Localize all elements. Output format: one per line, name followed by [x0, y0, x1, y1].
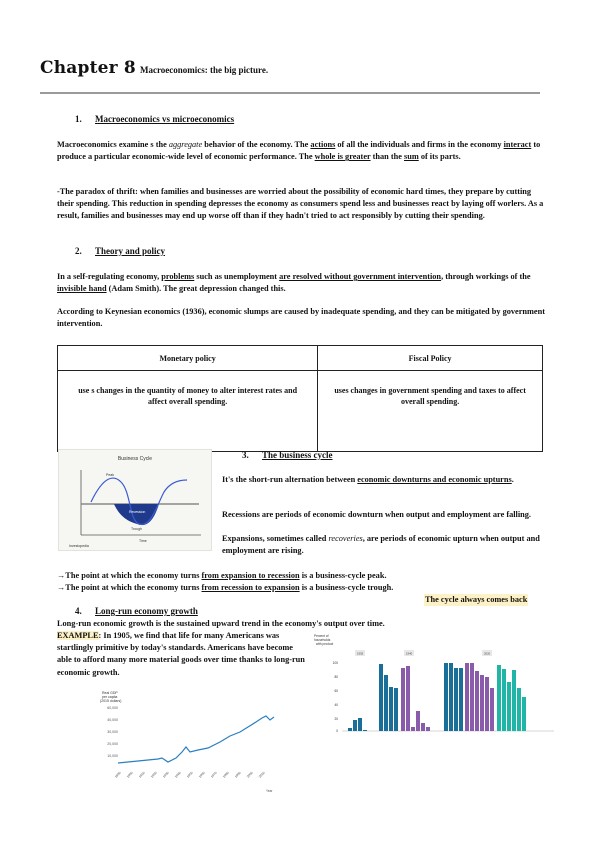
header-divider — [40, 92, 540, 94]
svg-text:1930: 1930 — [161, 770, 170, 779]
svg-text:1940: 1940 — [173, 770, 182, 779]
svg-text:2010: 2010 — [257, 770, 266, 779]
svg-text:Percent of: Percent of — [314, 634, 329, 638]
svg-text:per capita: per capita — [102, 695, 118, 699]
svg-text:1990: 1990 — [233, 770, 242, 779]
gdp-line-chart — [80, 688, 280, 800]
table-cell-monetary: use s changes in the quantity of money to alter interest rates and affect overall spending. — [58, 371, 318, 452]
table-header-fiscal: Fiscal Policy — [318, 346, 543, 371]
svg-text:Trough: Trough — [131, 527, 142, 531]
section-1-paragraph-2: -The paradox of thrift: when families and businesses are worried about the possibility of economic hard times, they prepare by cutting their spending. This reduction in spending depresses the economy as consumers spend less and businesses react by laying off worlers. As a result, families and businesses may end up worse off than if they hadn't tried to act responsibly by cutting their spending. — [57, 187, 544, 221]
svg-text:20: 20 — [334, 717, 338, 721]
svg-text:1960: 1960 — [197, 770, 206, 779]
svg-text:2000: 2000 — [245, 770, 254, 779]
svg-text:1910: 1910 — [137, 770, 146, 779]
svg-text:Time: Time — [139, 539, 147, 543]
svg-text:30,000: 30,000 — [107, 730, 118, 734]
peak-point: →The point at which the economy turns from expansion to recession is a business-cycle peak. — [57, 571, 387, 580]
section-1-heading: 1. Macroeconomics vs microeconomics — [75, 114, 235, 124]
svg-text:1980: 1980 — [221, 770, 230, 779]
svg-text:20,000: 20,000 — [107, 742, 118, 746]
cycle-note-highlight: The cycle always comes back — [424, 594, 528, 606]
svg-text:80: 80 — [334, 675, 338, 679]
svg-text:1905: 1905 — [357, 651, 364, 656]
svg-text:Investopedia: Investopedia — [69, 544, 89, 548]
table-header-monetary: Monetary policy — [58, 346, 318, 371]
section-3-heading: 3. The business cycle — [242, 450, 333, 460]
svg-text:1970: 1970 — [209, 770, 218, 779]
svg-text:40: 40 — [334, 703, 338, 707]
svg-text:100: 100 — [332, 661, 338, 665]
svg-text:1900: 1900 — [125, 770, 134, 779]
svg-text:households: households — [314, 638, 331, 642]
section-2-heading: 2. Theory and policy — [75, 246, 166, 256]
table-cell-fiscal: uses changes in government spending and taxes to affect overall spending. — [318, 371, 543, 452]
section-3-paragraph-2: Recessions are periods of economic downturn when output and employment are falling. — [222, 510, 531, 519]
svg-text:Business Cycle: Business Cycle — [117, 456, 153, 462]
policy-table — [57, 345, 543, 452]
section-4-paragraph-1: Long-run economic growth is the sustained upward trend in the economy's output over time. — [57, 619, 385, 628]
svg-text:40,000: 40,000 — [107, 718, 118, 722]
household-products-bar-chart — [312, 632, 557, 742]
business-cycle-figure — [58, 449, 212, 551]
section-4-example: EXAMPLE: In 1905, we find that life for many Americans was startlingly primitive by today's standards. Americans have become able to afford many more material goods over time thanks to long-run economic growth. — [57, 631, 305, 677]
chapter-title: Chapter 8 — [40, 58, 136, 78]
svg-text:with product: with product — [316, 642, 334, 646]
svg-text:0: 0 — [336, 729, 338, 733]
svg-text:Year: Year — [266, 789, 273, 793]
svg-text:(2015 dollars): (2015 dollars) — [100, 699, 122, 703]
svg-text:1940: 1940 — [406, 651, 413, 656]
section-4-heading: 4. Long-run economy growth — [75, 606, 198, 616]
section-3-paragraph-3: Expansions, sometimes called recoveries, are periods of economic upturn when output and employment are rising. — [222, 534, 540, 556]
svg-text:1920: 1920 — [149, 770, 158, 779]
section-2-paragraph-2: According to Keynesian economics (1936), economic slumps are caused by inadequate spending, and they can be mitigated by government intervention. — [57, 307, 545, 329]
svg-text:60,000: 60,000 — [107, 706, 118, 710]
svg-text:Recession: Recession — [129, 510, 146, 514]
svg-text:Real GDP: Real GDP — [102, 691, 118, 695]
page-header — [40, 58, 268, 78]
svg-text:1890: 1890 — [113, 770, 122, 779]
section-3-paragraph-1: It's the short-run alternation between economic downturns and economic upturns. — [222, 475, 514, 484]
svg-text:1950: 1950 — [185, 770, 194, 779]
svg-text:10,000: 10,000 — [107, 754, 118, 758]
chapter-subtitle: Macroeconomics: the big picture. — [139, 65, 269, 75]
trough-point: →The point at which the economy turns from recession to expansion is a business-cycle trough. — [57, 583, 394, 592]
business-cycle-diagram — [59, 450, 211, 550]
section-2-paragraph-1: In a self-regulating economy, problems such as unemployment are resolved without government intervention, through workings of the invisible hand (Adam Smith). The great depression changed this. — [57, 272, 531, 294]
section-1-paragraph-1: Macroeconomics examine s the aggregate behavior of the economy. The actions of all the individuals and firms in the economy interact to produce a particular economic-wide level of economic performance. The whole is greater than the sum of its parts. — [57, 140, 541, 162]
svg-text:60: 60 — [334, 689, 338, 693]
svg-text:Peak: Peak — [106, 473, 114, 477]
svg-text:2020: 2020 — [484, 651, 491, 656]
example-label: EXAMPLE — [57, 631, 99, 640]
